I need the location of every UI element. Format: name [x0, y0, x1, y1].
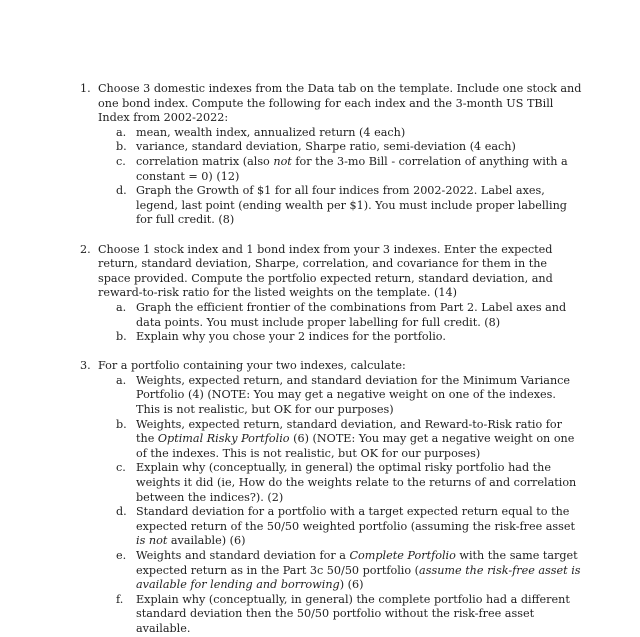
subquestion-3c: [98, 461, 582, 505]
subquestion-label: b.: [116, 140, 127, 154]
emphasis-text: Complete Portfolio: [349, 549, 456, 562]
text-segment: correlation matrix (also: [136, 154, 274, 168]
emphasis-text: Optimal Risky Portfolio: [157, 432, 290, 446]
subquestion-text: [136, 418, 582, 462]
subquestion-label: f.: [116, 592, 124, 606]
subquestion-3a: [98, 374, 582, 418]
subquestion-text: variance, standard deviation, Sharpe ratio, semi-deviation (4 each): [136, 140, 516, 154]
subquestion-text: [136, 505, 582, 549]
subquestion-text: [136, 549, 582, 593]
subquestion-text: Graph the efficient frontier of the combinations from Part 2. Label axes and data points. You must include proper labelling for full credit. (8): [136, 300, 567, 329]
subquestion-list: [98, 374, 582, 637]
question-1: [0, 82, 640, 228]
text-segment: Weights and standard deviation for a: [136, 549, 350, 562]
question-text: For a portfolio containing your two indexes, calculate:: [98, 359, 406, 373]
subquestion-label: c.: [116, 461, 126, 475]
subquestion-label: b.: [116, 417, 127, 431]
subquestion-text: Explain why (conceptually, in general) the optimal risky portfolio had the weights it did (ie, How do the weights relate to the returns of and correlation between the indices?). (2): [136, 461, 577, 504]
subquestion-2b: [98, 330, 582, 345]
subquestion-label: d.: [116, 184, 127, 198]
subquestion-label: a.: [116, 300, 127, 314]
subquestion-label: d.: [116, 505, 127, 519]
subquestion-3e: [98, 549, 582, 593]
text-segment: Standard deviation for a portfolio with a target expected return equal to the expected return of the 50/50 weighted portfolio (assuming the risk-free asset: [136, 505, 576, 533]
question-list: [0, 82, 640, 637]
emphasis-text: is not: [136, 534, 168, 548]
question-number: 2.: [80, 242, 91, 256]
subquestion-text: Graph the Growth of $1 for all four indices from 2002-2022. Label axes, legend, last point (ending wealth per $1). You must include proper labelling for full credit. (8): [136, 184, 567, 227]
subquestion-label: e.: [116, 549, 127, 562]
subquestion-list: [98, 126, 582, 228]
subquestion-text: Explain why (conceptually, in general) the complete portfolio had a different standard deviation then the 50/50 portfolio without the risk-free asset available.: [136, 592, 570, 635]
subquestion-label: a.: [116, 125, 127, 139]
subquestion-text: Weights, expected return, and standard deviation for the Minimum Variance Portfolio (4) (NOTE: You may get a negative weight on one of the indexes. This is not realistic, but OK for our purposes): [136, 373, 571, 417]
subquestion-label: a.: [116, 373, 127, 387]
text-segment: Weights, expected return, standard deviation, and Reward-to-Risk ratio for the: [136, 417, 563, 446]
subquestion-1a: [98, 126, 582, 141]
text-segment: available) (6): [167, 534, 246, 548]
subquestion-label: c.: [116, 154, 126, 168]
subquestion-list: [98, 301, 582, 345]
subquestion-text: mean, wealth index, annualized return (4 each): [136, 125, 406, 139]
subquestion-1b: [98, 140, 582, 155]
question-text: Choose 1 stock index and 1 bond index from your 3 indexes. Enter the expected return, standard deviation, Sharpe, correlation, and covariance for them in the space provided. Compute the portfolio expected return, standard deviation, and reward-to-risk ratio for the listed weights on the template. (14): [98, 242, 553, 300]
subquestion-2a: [98, 301, 582, 330]
subquestion-3d: [98, 505, 582, 549]
text-segment: (6) (NOTE: You may get a negative weight on one of the indexes. This is not realistic, but OK for our purposes): [136, 432, 575, 460]
text-segment: ) (6): [339, 578, 364, 592]
subquestion-1c: [98, 155, 582, 184]
subquestion-3b: [98, 418, 582, 462]
question-text: Choose 3 domestic indexes from the Data tab on the template. Include one stock and one bond index. Compute the following for each index and the 3-month US TBill Index from 2002-2022:: [98, 82, 582, 125]
emphasis-text: not: [273, 154, 292, 168]
subquestion-1d: [98, 184, 582, 228]
question-3: [0, 359, 640, 636]
question-number: 1.: [80, 82, 91, 95]
question-number: 3.: [80, 359, 91, 373]
question-2: [0, 243, 640, 345]
emphasis-text: assume the risk-free asset is available for lending and borrowing: [136, 563, 581, 592]
text-segment: for the 3-mo Bill - correlation of anything with a constant = 0) (12): [136, 154, 568, 183]
subquestion-text: Explain why you chose your 2 indices for the portfolio.: [136, 330, 446, 344]
subquestion-label: b.: [116, 330, 127, 344]
subquestion-text: [136, 155, 582, 184]
text-segment: with the same target expected return as in the Part 3c 50/50 portfolio (: [136, 549, 578, 577]
